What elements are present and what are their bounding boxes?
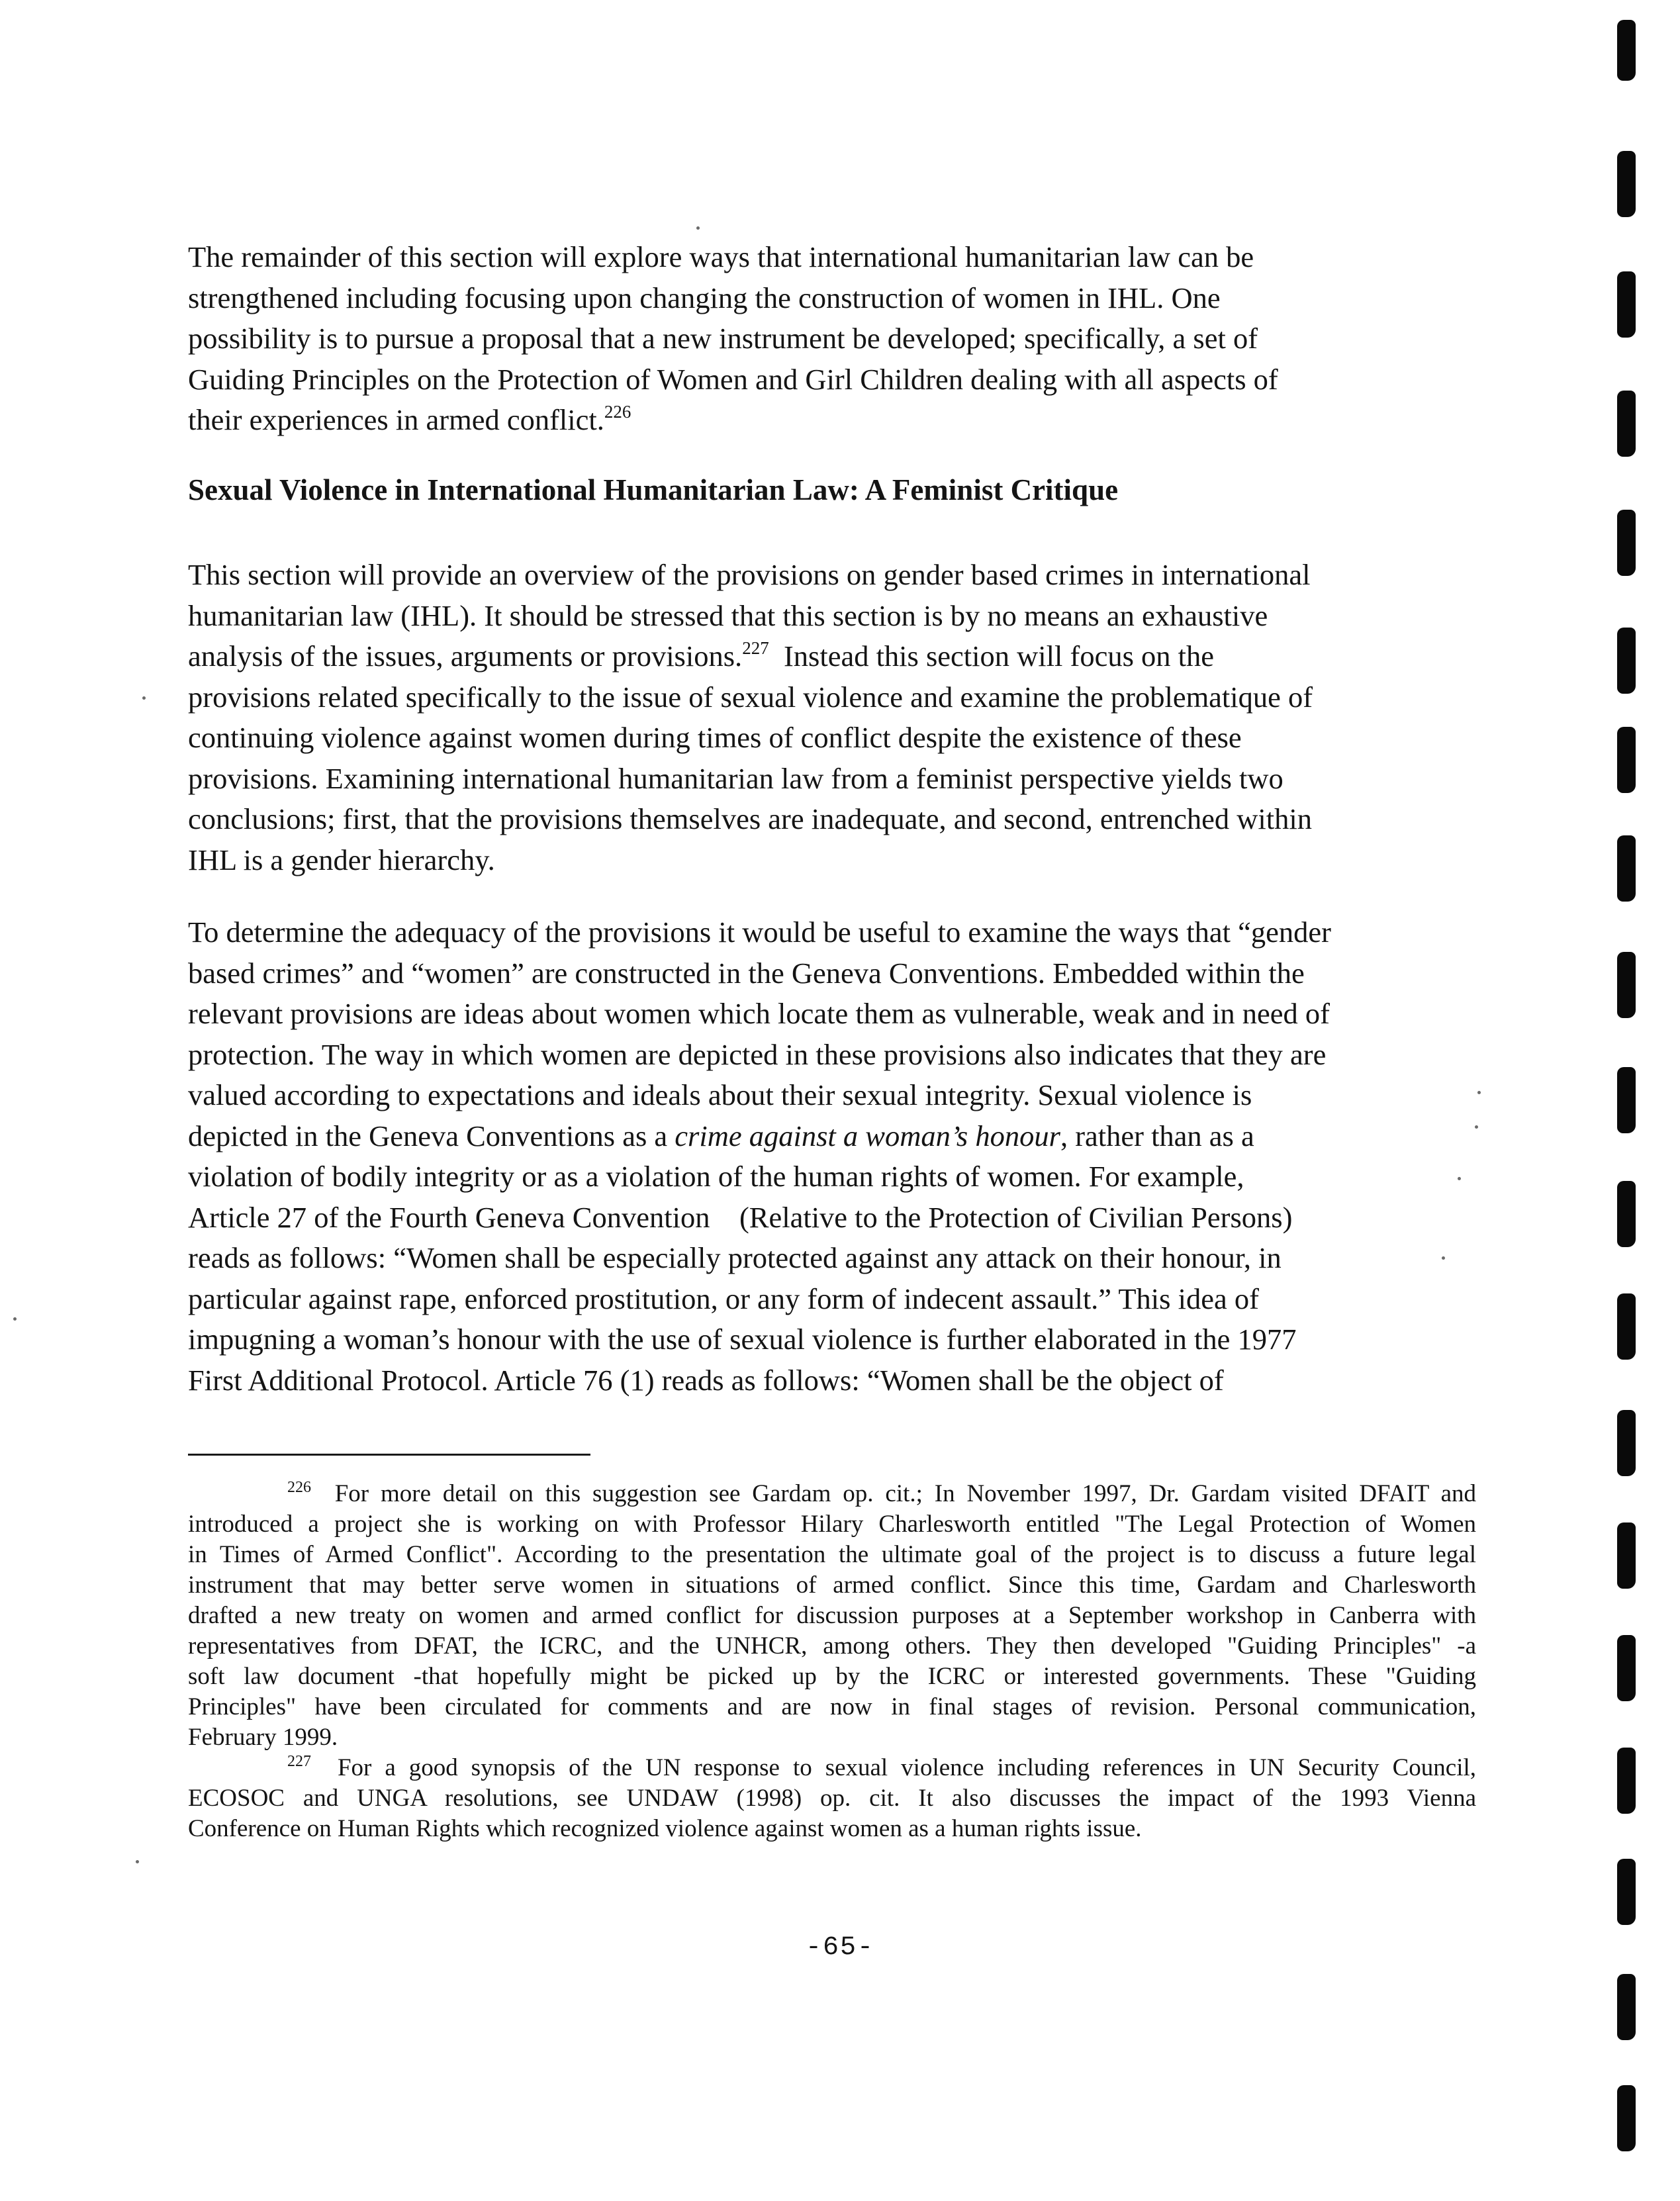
footnote-line: drafted a new treaty on women and armed conflict for discussion purposes at a September workshop in Canberra with xyxy=(188,1602,1476,1629)
binding-mark xyxy=(1617,727,1636,793)
text-line: IHL is a gender hierarchy. xyxy=(188,843,495,876)
scan-speck xyxy=(1442,1256,1445,1260)
footnote-divider xyxy=(188,1454,590,1456)
scan-speck xyxy=(142,696,146,700)
footnote-line: Conference on Human Rights which recognized violence against women as a human rights issue. xyxy=(188,1815,1142,1842)
text-line: provisions. Examining international humanitarian law from a feminist perspective yields two xyxy=(188,761,1283,795)
paragraph-intro xyxy=(188,237,1454,441)
text-line: relevant provisions are ideas about women which locate them as vulnerable, weak and in need of xyxy=(188,997,1330,1030)
binding-mark xyxy=(1617,2085,1636,2151)
text-line: violation of bodily integrity or as a violation of the human rights of women. For example, xyxy=(188,1160,1244,1193)
binding-mark xyxy=(1617,151,1636,217)
text-line: Guiding Principles on the Protection of Women and Girl Children dealing with all aspects of xyxy=(188,362,1278,396)
footnote-line xyxy=(188,1753,1476,1783)
text-line: To determine the adequacy of the provisions it would be useful to examine the ways that “gender xyxy=(188,915,1331,949)
text-line: reads as follows: “Women shall be especially protected against any attack on their honour, in xyxy=(188,1241,1282,1274)
text-line: possibility is to pursue a proposal that a new instrument be developed; specifically, a set of xyxy=(188,322,1258,355)
text-segment: analysis of the issues, arguments or provisions. xyxy=(188,639,743,673)
text-line: provisions related specifically to the issue of sexual violence and examine the problematique of xyxy=(188,680,1313,714)
text-line: continuing violence against women during times of conflict despite the existence of these xyxy=(188,721,1242,754)
scan-speck xyxy=(696,226,700,230)
binding-mark xyxy=(1617,1410,1636,1476)
binding-mark xyxy=(1617,1974,1636,2040)
footnote-line: ECOSOC and UNGA resolutions, see UNDAW (1998) op. cit. It also discusses the impact of the 1993 Vienna xyxy=(188,1785,1476,1812)
text-line: impugning a woman’s honour with the use of sexual violence is further elaborated in the 1977 xyxy=(188,1323,1297,1356)
binding-mark xyxy=(1617,1522,1636,1589)
footnote-line: representatives from DFAT, the ICRC, and the UNHCR, among others. They then developed "Guiding Principles" -a xyxy=(188,1632,1476,1660)
text-segment: For a good synopsis of the UN response to sexual violence including references in UN Security Council, xyxy=(337,1754,1477,1781)
footnote-number: 227 xyxy=(287,1753,311,1770)
footnote-line: instrument that may better serve women in situations of armed conflict. Since this time, Gardam and Charlesworth xyxy=(188,1571,1476,1599)
binding-mark xyxy=(1617,1635,1636,1701)
footnote-number: 226 xyxy=(287,1479,311,1496)
footnote-line: February 1999. xyxy=(188,1724,338,1751)
text-segment: Instead this section will focus on the xyxy=(769,639,1215,673)
text-line: First Additional Protocol. Article 76 (1) reads as follows: “Women shall be the object of xyxy=(188,1363,1224,1397)
text-line: humanitarian law (IHL). It should be stressed that this section is by no means an exhaustive xyxy=(188,598,1268,632)
binding-mark xyxy=(1617,1748,1636,1814)
binding-mark xyxy=(1617,835,1636,902)
section-heading: Sexual Violence in International Humanitarian Law: A Feminist Critique xyxy=(188,473,1119,506)
footnote-line xyxy=(188,1479,1476,1509)
text-line: valued according to expectations and ideals about their sexual integrity. Sexual violence is xyxy=(188,1078,1252,1111)
text-segment: their experiences in armed conflict. xyxy=(188,403,604,436)
footnote-line: introduced a project she is working on with Professor Hilary Charlesworth entitled "The Legal Protection of Women xyxy=(188,1511,1476,1538)
text-line xyxy=(188,400,1454,441)
page-number: -65- xyxy=(805,1933,874,1963)
binding-mark xyxy=(1617,1859,1636,1925)
footnote-reference-226: 226 xyxy=(604,402,631,422)
scan-speck xyxy=(136,1860,139,1863)
binding-mark xyxy=(1617,628,1636,694)
text-line: Article 27 of the Fourth Geneva Convention (Relative to the Protection of Civilian Persons) xyxy=(188,1200,1293,1234)
footnote-line: Principles" have been circulated for comments and are now in final stages of revision. Personal communication, xyxy=(188,1693,1476,1720)
text-line: strengthened including focusing upon changing the construction of women in IHL. One xyxy=(188,281,1221,314)
binding-mark xyxy=(1617,20,1636,81)
binding-mark xyxy=(1617,391,1636,457)
binding-mark xyxy=(1617,1067,1636,1133)
footnotes xyxy=(188,1479,1476,1844)
binding-mark xyxy=(1617,271,1636,338)
text-line: This section will provide an overview of the provisions on gender based crimes in international xyxy=(188,558,1311,591)
paragraph-overview xyxy=(188,555,1454,880)
text-line: particular against rape, enforced prostitution, or any form of indecent assault.” This idea of xyxy=(188,1282,1259,1315)
binding-mark xyxy=(1617,510,1636,576)
text-line: protection. The way in which women are depicted in these provisions also indicates that they are xyxy=(188,1037,1327,1071)
scan-speck xyxy=(13,1317,17,1321)
italic-phrase: crime against a woman’s honour xyxy=(675,1119,1060,1152)
scan-speck xyxy=(1477,1091,1481,1094)
binding-mark xyxy=(1617,952,1636,1018)
footnote-line: soft law document -that hopefully might be picked up by the ICRC or interested governments. These "Guiding xyxy=(188,1663,1476,1690)
footnote-227 xyxy=(188,1753,1476,1844)
text-line: based crimes” and “women” are constructed in the Geneva Conventions. Embedded within the xyxy=(188,956,1305,990)
footnote-reference-227: 227 xyxy=(742,638,769,658)
footnote-226 xyxy=(188,1479,1476,1753)
text-segment: , rather than as a xyxy=(1060,1119,1254,1152)
text-line xyxy=(188,1116,1454,1157)
text-segment: For more detail on this suggestion see Gardam op. cit.; In November 1997, Dr. Gardam visited DFAIT and xyxy=(334,1480,1477,1507)
binding-mark xyxy=(1617,1181,1636,1247)
text-line: The remainder of this section will explore ways that international humanitarian law can be xyxy=(188,240,1254,273)
scan-speck xyxy=(1458,1177,1461,1180)
text-segment: depicted in the Geneva Conventions as a xyxy=(188,1119,675,1152)
paragraph-adequacy xyxy=(188,912,1454,1401)
scan-speck xyxy=(1475,1125,1478,1129)
text-line xyxy=(188,636,1454,677)
text-line: conclusions; first, that the provisions themselves are inadequate, and second, entrenched within xyxy=(188,802,1312,835)
footnote-line: in Times of Armed Conflict". According to the presentation the ultimate goal of the project is to discuss a future legal xyxy=(188,1541,1476,1568)
binding-mark xyxy=(1617,1293,1636,1360)
